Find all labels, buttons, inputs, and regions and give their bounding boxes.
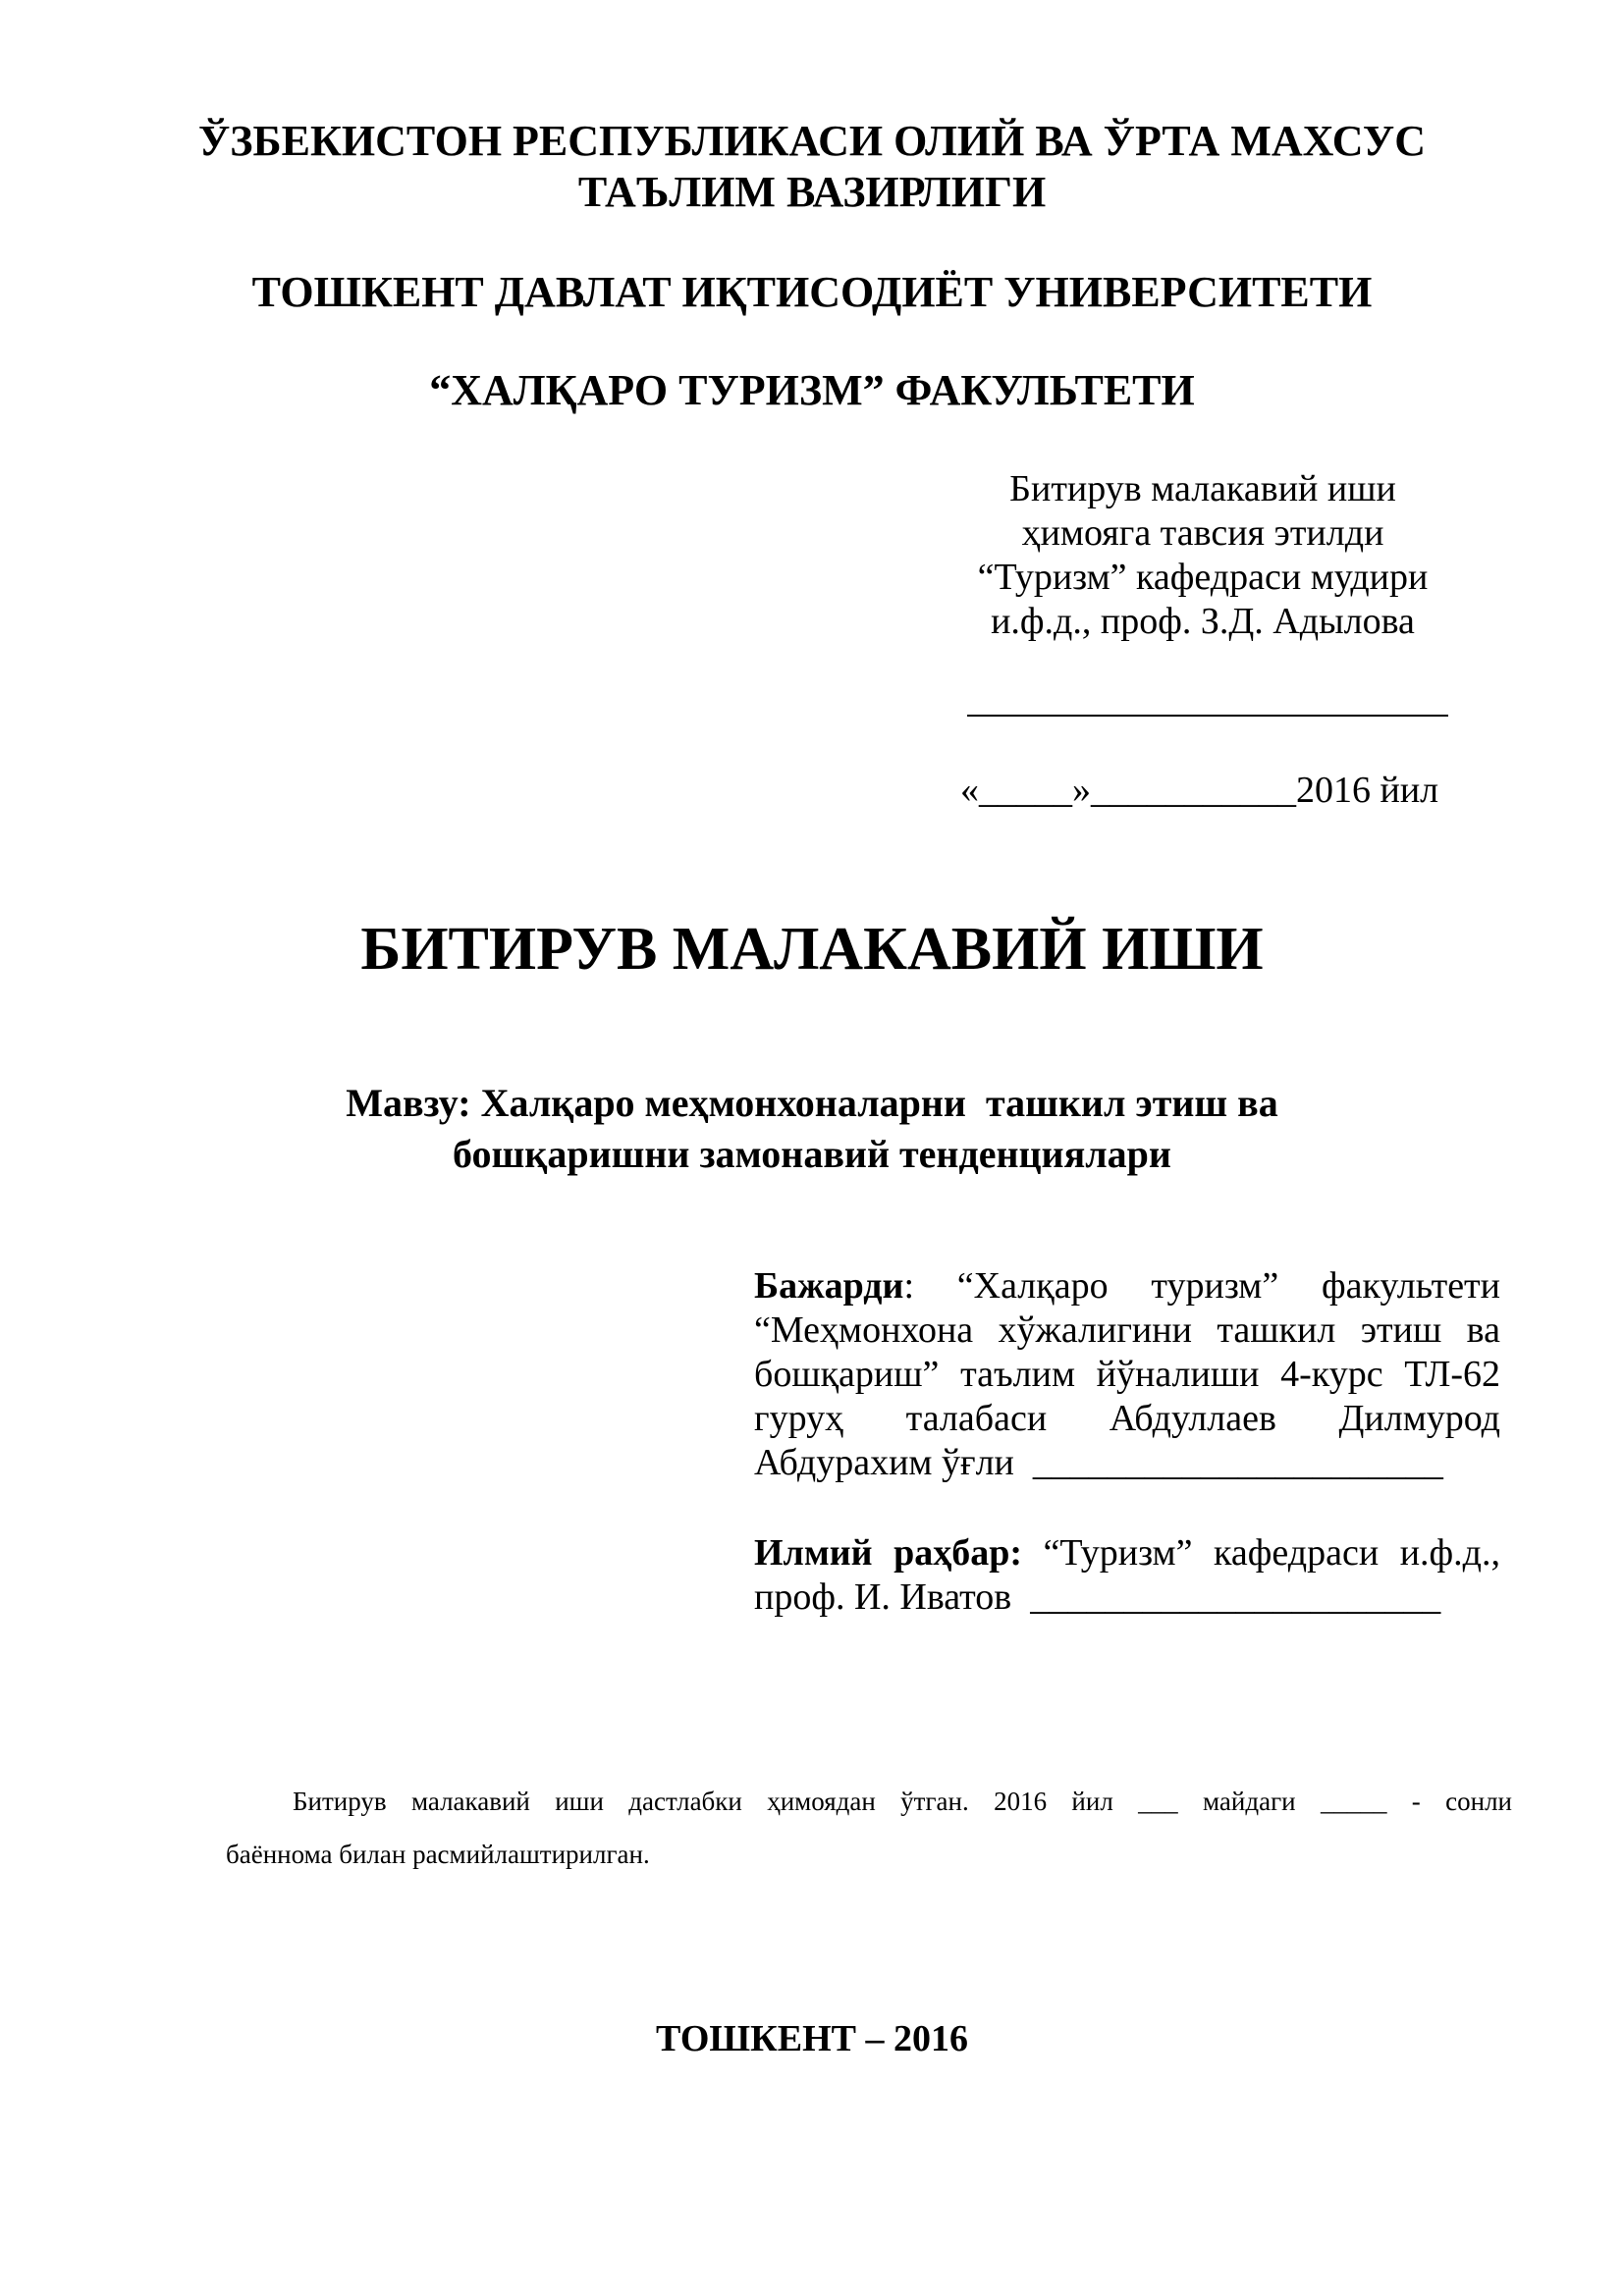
executor-label: Бажарди [754,1265,904,1307]
topic-line-1: Мавзу: Халқаро меҳмонхоналарни ташкил этиш ва [346,1081,1278,1125]
city-year: ТОШКЕНТ – 2016 [656,2018,968,2059]
faculty-heading: “ХАЛҚАРО ТУРИЗМ” ФАКУЛЬТЕТИ [429,366,1195,414]
advisor-line-1-text: “Туризм” кафедраси и.ф.д., [1022,1532,1500,1574]
advisor-line-2: проф. И. Иватов ______________________ [754,1576,1441,1618]
defense-note [226,1775,1512,1881]
executor-line-1-text: : “Халқаро туризм” факультети [903,1265,1500,1307]
ministry-heading [0,116,1624,218]
executor-line-4: гуруҳ талабаси Абдуллаев Дилмурод [754,1398,1500,1439]
executor-line-1 [754,1264,1500,1308]
approval-block [967,467,1438,644]
approval-line-2: ҳимояга тавсия этилди [1021,512,1384,554]
topic-line-2: бошқаришни замонавий тенденциялари [453,1132,1171,1176]
defense-note-line-2: баённома билан расмийлаштирилган. [226,1840,650,1869]
approval-line-1: Битирув малакавий иши [1009,468,1396,509]
executor-block [754,1264,1500,1485]
advisor-line-1 [754,1531,1500,1575]
advisor-block [754,1531,1500,1620]
defense-note-line-1: Битирув малакавий иши дастлабки ҳимоядан ўтган. 2016 йил ___ майдаги _____ - сонли [293,1787,1512,1816]
approval-line-4: и.ф.д., проф. З.Д. Адылова [991,601,1415,642]
executor-line-2: “Меҳмонхона хўжалигини ташкил этиш ва [754,1309,1500,1351]
signature-line [967,715,1448,717]
ministry-line-2: ТАЪЛИМ ВАЗИРЛИГИ [577,168,1047,216]
executor-line-5: Абдурахим ўғли ______________________ [754,1442,1443,1483]
approval-line-3: “Туризм” кафедраси мудири [977,557,1429,598]
approval-date: «_____»___________2016 йил [960,770,1439,811]
ministry-line-1: ЎЗБЕКИСТОН РЕСПУБЛИКАСИ ОЛИЙ ВА ЎРТА МАХСУС [197,117,1426,165]
document-title: БИТИРУВ МАЛАКАВИЙ ИШИ [360,916,1264,983]
topic-heading [0,1078,1624,1180]
university-heading: ТОШКЕНТ ДАВЛАТ ИҚТИСОДИЁТ УНИВЕРСИТЕТИ [251,268,1373,316]
advisor-label: Илмий раҳбар: [754,1532,1023,1574]
executor-line-3: бошқариш” таълим йўналиши 4-курс ТЛ-62 [754,1354,1500,1395]
